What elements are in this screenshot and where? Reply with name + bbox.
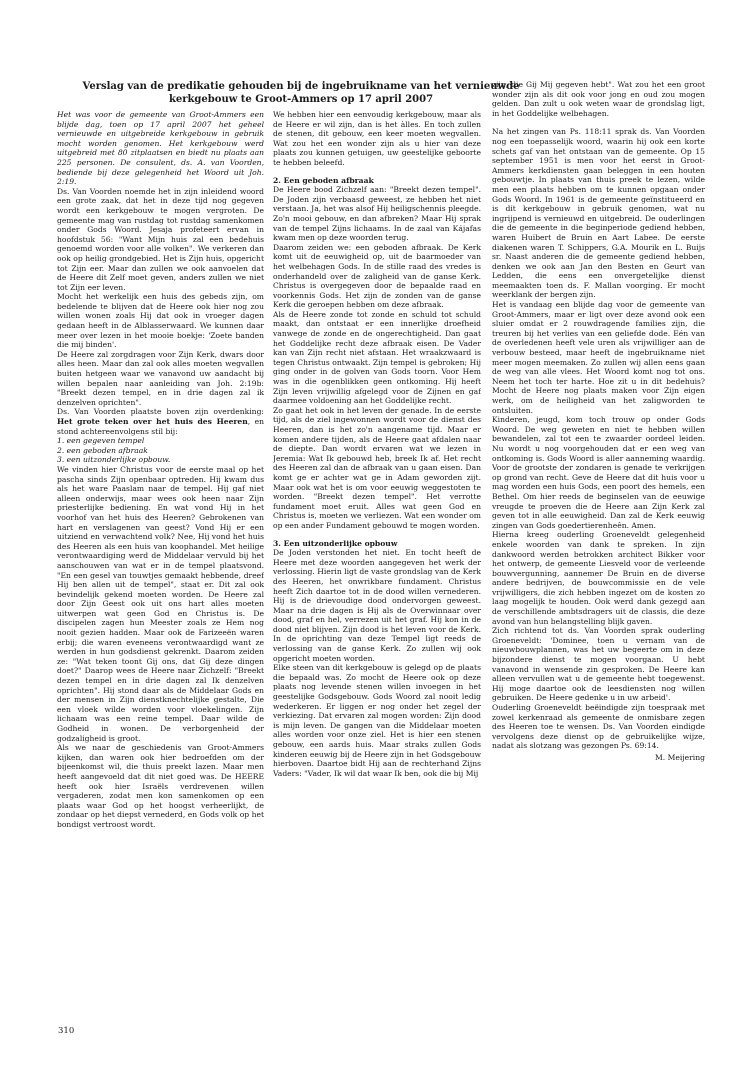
author-signature: M. Meijering: [655, 752, 705, 762]
section-heading: 2. Een geboden afbraak: [273, 175, 374, 185]
paragraph: zijn, die Gij Mij gegeven hebt". Wat zou het een groot wonder zijn als dit ook voor jong en oud zou mogen gelden. Dan zult u ook weten waar de grondslag ligt, in het Goddelijke welbehagen.: [492, 80, 705, 118]
column-2: [273, 110, 481, 970]
paragraph: Zo gaat het ook in het leven der genade. In de eerste tijd, als de ziel ingewonnen wordt voor de dienst des Heeren, dan is het zo'n aangename tijd. Maar er komen andere tijden, als de Heere gaat afdalen naar de diepte. Dan wordt ervaren wat we lezen in Jeremia: Wat Ik gebouwd heb, breek Ik af. Het recht des Heeren zal dan de afbraak van u gaan eisen. Dan komt ge er achter wat ge in Adam geworden zijt. Maar ook wat het is om voor eeuwig weggestoten te worden. "Breekt dezen tempel". Het verrotte fundament moet eruit. Alles wat geen God en Christus is, moeten we verliezen. Wat een wonder om op een ander Fundament gebouwd te mogen worden.: [273, 405, 481, 530]
paragraph: Ouderling Groeneveldt beëindigde zijn toespraak met zowel kerkenraad als gemeente de onmisbare zegen des Heeren toe te wensen. Ds. Van Voorden eindigde vervolgens deze dienst op de gebruikelijke wijze, nadat als slotzang was gezongen Ps. 69:14.: [492, 703, 705, 751]
section-heading: 3. Een uitzonderlijke opbouw: [273, 538, 398, 548]
page-number: 310: [58, 1026, 75, 1036]
paragraph: De Joden verstonden het niet. En tocht heeft de Heere met deze woorden aangegeven het werk der verlossing. Hierin ligt de vaste grondslag van de Kerk des Heeren, het onwrikbare fundament. Christus heeft Zich daartoe tot in de dood willen vernederen. Hij is de drievoudige dood ondervorgen geweest. Maar na drie dagen is Hij als de Overwinnaar over dood, graf en hel, verrezen uit het graf. Hij kon in de dood niet blijven. Zijn dood is het leven voor de Kerk. In de oprichting van deze Tempel ligt reeds de verlossing van de ganse Kerk. Zo zullen wij ook opgericht moeten worden.: [273, 548, 481, 663]
paragraph: Hierna kreeg ouderling Groeneveldt gelegenheid enkele woorden van dank te spreken. In zijn dankwoord werden betrokken architect Bikker voor het ontwerp, de gemeente Liesveld voor de verleende bouwvergunning, aannemer De Bruin en de diverse andere bedrijven, de bouwcommissie en de vele vrijwilligers, die zich hebben ingezet om de kosten zo laag mogelijk te houden. Ook werd dank gezegd aan de verschillende ambtsdragers uit de classis, die deze avond van hun belangstelling blijk gaven.: [492, 530, 705, 626]
paragraph: Als we naar de geschiedenis van Groot-Ammers kijken, dan waren ook hier bedroefden om der bijeenkomst wil, die thuis preekt lazen. Maar men heeft aangevoeld dat dit niet goed was. De HEERE heeft ook hier Israëls verdrevenen willen vergaderen, zodat men kon samenkomen op een plaats waar God op het hoogst verheerlijkt, de zondaar op het diepst vernederd, en Gods volk op het bondigst vertroost wordt.: [57, 743, 264, 829]
column-1: [57, 110, 264, 990]
article-title: Verslag van de predikatie gehouden bij de ingebruikname van het vernieuwde kerkgebouw te Groot-Ammers op 17 april 2007: [82, 81, 520, 105]
paragraph: Ds. Van Voorden noemde het in zijn inleidend woord een grote zaak, dat het in deze tijd nog gegeven wordt een kerkgebouw te mogen vergroten. De gemeente mag van rustdag tot rustdag samenkomen onder Gods Woord. Jesaja profeteert ervan in hoofdstuk 56: "Want Mijn huis zal een bedehuis genoemd worden voor alle volken". We verkeren dan ook op heilig grondgebied. Het is Zijn huis, opgericht tot Zijn eer. Maar dan zullen we ook aanvoelen dat de Heere dit Zelf moet geven, anders zullen we niet tot Zijn eer leven.: [57, 186, 264, 292]
intro-paragraph: Het was voor de gemeente van Groot-Ammers een blijde dag, toen op 17 april 2007 het geheel vernieuwde en uitgebreide kerkgebouw in gebruik mocht worden genomen. Het kerkgebouw werd uitgebreid met 80 zitplaatsen en biedt nu plaats aan 225 personen. De consulent, ds. A. van Voorden, bediende bij deze gelegenheid het Woord uit Joh. 2:19.: [57, 110, 264, 187]
column-3: [492, 80, 705, 980]
paragraph: Zich richtend tot ds. Van Voorden sprak ouderling Groeneveldt: 'Dominee, toen u vernam van de nieuwbouwplannen, was het uw begeerte om in deze bijzondere dienst te mogen voorgaan. U hebt vanavond in wensende zin gesproken. De Heere kan alleen vervullen wat u de gemeente hebt toegewenst. Hij moge daartoe ook de leesdiensten nog willen gebruiken. De Heere gedenke u in uw arbeid'.: [492, 626, 705, 703]
paragraph: Elke steen van dit kerkgebouw is gelegd op de plaats die bepaald was. Zo mocht de Heere ook op deze plaats nog levende stenen willen invoegen in het geestelijke Godsgebouw. Gods Woord zal nooit ledig wederkeren. Er liggen er nog onder het zegel der verkiezing. Dat ervaren zal mogen worden: Zijn dood is mijn leven. De gangen van die Middelaar moeten alles worden voor onze ziel. Het is hier een stenen gebouw, een aards huis. Maar straks zullen Gods kinderen eeuwig bij de Heere zijn in het Godsgebouw hierboven. Daartoe bidt Hij aan de rechterhand Zijns Vaders: "Vader, Ik wil dat waar Ik ben, ook die bij Mij: [273, 663, 481, 778]
paragraph: De Heere bood Zichzelf aan: "Breekt dezen tempel". De Joden zijn verbaasd geweest, ze hebben het niet verstaan. Ja, het was alsof Hij heiligschennis pleegde. Zo'n mooi gebouw, en dan afbreken? Maar Hij sprak van de tempel Zijns lichaams. In de zaal van Kájafas kwam men op deze woorden terug.: [273, 185, 481, 243]
outline-item: 2. een geboden afbraak: [57, 445, 148, 455]
paragraph: We vinden hier Christus voor de eerste maal op het pascha sinds Zijn openbaar optreden. Hij kwam dus als het ware Paaslam naar de tempel. Hij gaf niet alleen onderwijs, maar wees ook heen naar Zijn priesterlijke bediening. En wat vond Hij in het voorhof van het huis des Heeren? Gebrokenen van hart en verslagenen van geest? Vond Hij er een uitziend en verwachtend volk? Nee, Hij vond het huis des Heeren als een huis van koophandel. Met heilige verontwaardiging werd de Middelaar vervuld bij het aanschouwen van wat er in de tempel plaatsvond. "En een gesel van touwtjes gemaakt hebbende, dreef Hij ben allen uit de tempel", staat er. Dit zal ook bevindelijk gekend moeten worden. De Heere zal door Zijn Geest ook uit ons hart alles moeten uitwerpen wat geen God en Christus is. De discipelen zagen hun Meester zoals ze Hem nog nooit gezien hadden. Maar ook de Farizeeën waren erbij; die waren eveneens verontwaardigd want ze werden in hun godsdienst gekrenkt. Daarom zeiden ze: "Wat teken toont Gij ons, dat Gij deze dingen doet?" Daarop wees de Heere naar Zichzelf: "Breekt dezen tempel en in drie dagen zal Ik denzelven oprichten". Hij stond daar als de Middelaar Gods en der mensen in Zijn dienstknechtelijke gestalte, Die een vloek wilde worden voor vloekelingen. Zijn lichaam was een reine tempel. Daar wilde de Godheid in wonen. De verborgenheid der godzaligheid is groot.: [57, 464, 264, 743]
paragraph: [57, 407, 264, 436]
paragraph: Kinderen, jeugd, kom toch trouw op onder Gods Woord. De weg geweten en niet te hebben willen bewandelen, zal tot een te zwaarder oordeel leiden. Nu wordt u nog voorgehouden dat er een weg van ontkoming is. Gods Woord is aller aanneming waardig. Voor de grootste der zondaren is genade te verkrijgen op grond van recht. Geve de Heere dat dit huis voor u mag worden een huis Gods, een poort des hemels, een Bethel. Om hier reeds de beginselen van de eeuwige vreugde te proeven die de Heere aan Zijn Kerk zal geven tot in alle eeuwigheid. Dan zal de Kerk eeuwig zingen van Gods goedertierenheên. Amen.: [492, 415, 705, 530]
paragraph: We hebben hier een eenvoudig kerkgebouw, maar als de Heere er wil zijn, dan is het àlles. En toch zullen de stenen, dit gebouw, een keer moeten wegvallen. Wat zou het een wonder zijn als u hier van deze plaats zou kunnen getuigen, uw geestelijke geboorte te hebben beleefd.: [273, 110, 481, 167]
text: Ds. Van Voorden plaatste boven zijn overdenking:: [57, 407, 264, 417]
paragraph: Mocht het werkelijk een huis des gebeds zijn, om bedelende te blijven dat de Heere ook hier nog zou willen wonen zoals Hij dat ook in vroeger dagen gedaan heeft in de Alblasserwaard. We kunnen daar meer over lezen in het mooie boekje: 'Zoete banden die mij binden'.: [57, 292, 264, 350]
outline-item: 3. een uitzonderlijke opbouw.: [57, 455, 171, 465]
text: , en stond achtereenvolgens stil bij:: [57, 417, 264, 436]
paragraph: Na het zingen van Ps. 118:11 sprak ds. Van Voorden nog een toepasselijk woord, waarin hij ook een korte schets gaf van het ontstaan van de gemeente. Op 15 september 1951 is men voor het eerst in Groot-Ammers kerkdiensten gaan beleggen in een houten gebouwtje. In plaats van thuis preek te lezen, wilde men een plaats hebben om te kunnen opgaan onder Gods Woord. In 1961 is de gemeente geïnstitueerd en is dit kerkgebouw in gebruik genomen, wat nu ingrijpend is vernieuwd en uitgebreid. De ouderlingen die de gemeente in die beginperiode gediend hebben, waren Huibert de Bruin en Aart Labee. De eerste diakenen waren T. Schippers, G.A. Mourik en L. Buijs sr. Naast anderen die de gemeente gediend hebben, denken we ook aan Jan den Besten en Geurt van Ledden, die eens een onvergetelijke dienst meemaakten toen ds. F. Mallan voorging. Er mocht weerklank der bergen zijn.: [492, 127, 705, 300]
outline-item: 1. een gegeven tempel: [57, 436, 145, 446]
paragraph: Daarom zeiden we: een geboden afbraak. De Kerk komt uit de eeuwigheid op, uit de baarmoeder van het welbehagen Gods. In de stille raad des vredes is onderhandeld over de zaligheid van de ganse Kerk. Christus is overgegeven door de bepaalde raad en voorkennis Gods. Het zijn de zonden van de ganse Kerk die geroepen hebben om deze afbraak.: [273, 242, 481, 310]
theme-heading: Het grote teken over het huis des Heeren: [57, 417, 248, 426]
paragraph: De Heere zal zorgdragen voor Zijn Kerk, dwars door alles heen. Maar dan zal ook alles moeten wegvallen buiten hetgeen waar we vanavond uw aandacht bij willen bepalen naar aanleiding van Joh. 2:19b: "Breekt dezen tempel, en in drie dagen zal ik denzelven oprichten".: [57, 349, 264, 407]
paragraph: Het is vandaag een blijde dag voor de gemeente van Groot-Ammers, maar er ligt over deze avond ook een sluier omdat er 2 rouwdragende families zijn, die treuren bij het verlies van een geliefde dode. Eén van de overledenen heeft vele uren als vrijwilliger aan de verbouw besteed, maar heeft de ingebruikname niet meer mogen meemaken. Zo zullen wij allen eens gaan de weg van alle vlees. Het Woord komt nog tot ons. Neem het toch ter harte. Hoe zit u in dit bedehuis? Mocht de Heere nog plaats maken voor Zijn eigen werk, om de heiligheid van het zaligworden te ontsluiten.: [492, 300, 705, 415]
paragraph: Als de Heere zonde tot zonde en schuld tot schuld maakt, dan ontstaat er een innerlijke droefheid vanwege de zonde en de ongerechtigheid. Dan gaat het Goddelijke recht deze afbraak eisen. De Vader kan van Zijn recht niet afstaan. Het wraakzwaard is tegen Christus ontwaakt. Zijn tempel is gebroken; Hij ging onder in de golven van Gods toorn. Voor Hem was in die ogenblikken geen ontkoming. Hij heeft Zijn leven vrijwillig afgelegd voor de Zijnen en gaf daarmee voldoening aan het Goddelijke recht.: [273, 309, 481, 406]
